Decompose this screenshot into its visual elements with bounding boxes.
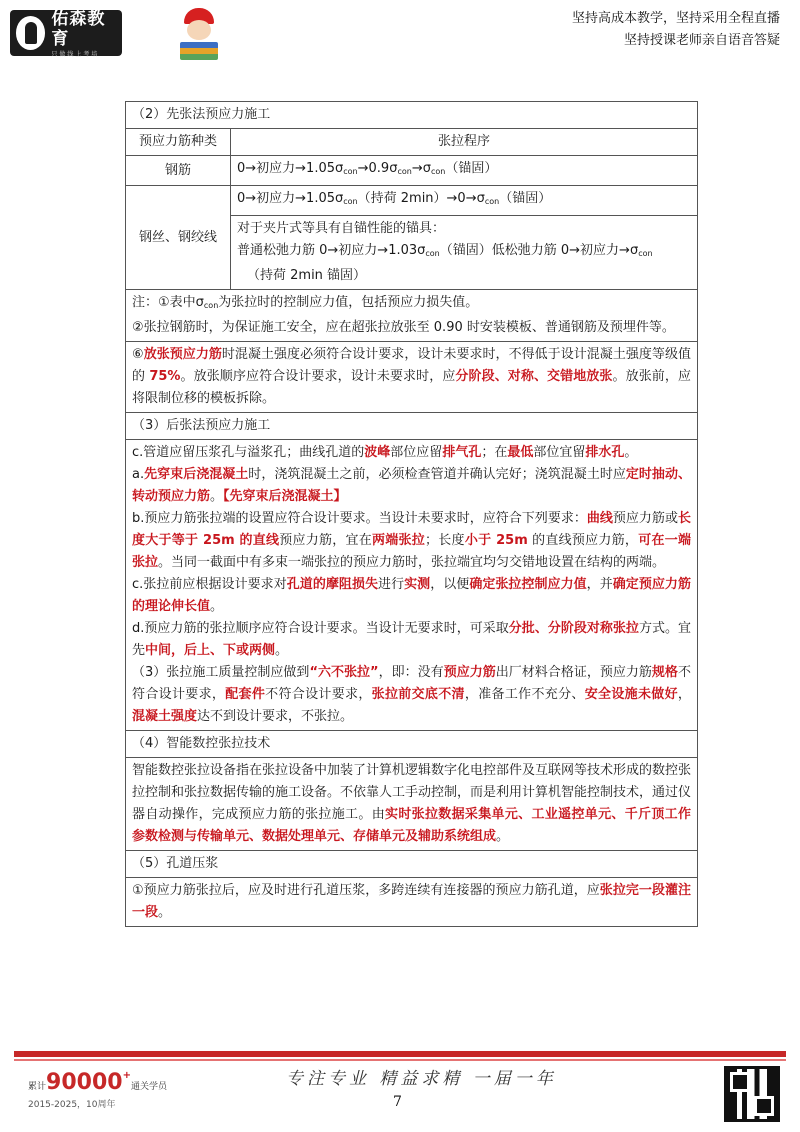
column-header-tendon-type: 预应力筋种类 [126,129,231,156]
qr-code-icon [724,1066,780,1122]
item-duct-holes: c.管道应留压浆孔与溢浆孔；曲线孔道的波峰部位应留排气孔；在最低部位宜留排水孔。 [132,445,638,460]
procedure-steel-bar: 0→初应力$\to 1.05\sigma_{con}\to 0.9\sigma_{con}\to\sigma_{con}$（锚固） [231,156,698,186]
item-threading: a.先穿束后浇混凝土时，浇筑混凝土之前，必须检查管道并确认完好；浇筑混凝土时应定时抽动、转动预应力筋。【先穿束后浇混凝土】 [132,467,691,504]
posttension-body [126,440,698,731]
item-friction-test: c.张拉前应根据设计要求对孔道的摩阻损失进行实测，以便确定张拉控制应力值，并确定预应力筋的理论伸长值。 [132,577,691,614]
section-title-posttension: （3）后张法预应力施工 [126,413,698,440]
paragraph-release: ⑥放张预应力筋时混凝土强度必须符合设计要求，设计未要求时，不得低于设计混凝土强度等级值的 75%。放张顺序应符合设计要求，设计未要求时，应分阶段、对称、交错地放张。放张前，应将限制位移的模板拆除。 [126,342,698,413]
paragraph-grouting: ①预应力筋张拉后，应及时进行孔道压浆，多跨连续有连接器的预应力筋孔道，应张拉完一段灌注一段。 [126,878,698,927]
section-title-smart-tension: （4）智能数控张拉技术 [126,731,698,758]
mascot-icon [178,8,220,62]
signature-motto: 专注专业 精益求精 一届一年 [286,1069,557,1089]
column-header-procedure: 张拉程序 [231,129,698,156]
page-number: 7 [393,1094,402,1110]
paragraph-smart-tension: 智能数控张拉设备指在张拉设备中加装了计算机逻辑数字化电控部件及互联网等技术形成的数控张拉控制和张拉数据传输的施工设备。不依靠人工手动控制，而是利用计算机智能控制技术，通过仪器自动操作，完成预应力筋的张拉施工。由实时张拉数据采集单元、工业遥控单元、千斤顶工作参数检测与传输单元、数据处理单元、存储单元及辅助系统组成。 [126,758,698,851]
slogan-line-1: 坚持高成本教学，坚持采用全程直播 [571,11,780,26]
item-tension-ends: b.预应力筋张拉端的设置应符合设计要求。当设计未要求时，应符合下列要求：曲线预应力筋或长度大于等于 25m 的直线预应力筋，宜在两端张拉；长度小于 25m 的直线预应力筋，可在一端张拉。当同一截面中有多束一端张拉的预应力筋时，张拉端宜均匀交错地设置在结构的两端。 [132,511,691,570]
student-stats: 累计90000+通关学员 2015-2025，10周年 [28,1070,167,1110]
item-tension-order: d.预应力筋的张拉顺序应符合设计要求。当设计无要求时，可采取分批、分阶段对称张拉方式。宜先中间，后上、下或两侧。 [132,621,691,658]
brand-name: 佑森教育 [51,8,106,49]
tendon-type-steel-bar: 钢筋 [126,156,231,186]
brand-mark-icon [16,16,45,50]
table-notes: 注：①表中$\sigma_{con}$为张拉时的控制应力值，包括预应力损失值。 ②张拉钢筋时，为保证施工安全，应在超张拉放张至 0.90 时安装模板、普通钢筋及预埋件等。 [126,290,698,342]
content-table [125,101,698,927]
page-header [0,0,800,72]
footer-divider-thin [14,1059,786,1061]
item-six-no-tension: （3）张拉施工质量控制应做到“六不张拉”，即：没有预应力筋出厂材料合格证，预应力筋规格不符合设计要求，配套件不符合设计要求，张拉前交底不清，准备工作不充分、安全设施未做好，混凝土强度达不到设计要求，不张拉。 [132,665,691,724]
brand-subtitle: 只做线上考培 [51,50,100,58]
stats-number: 90000 [46,1070,123,1095]
anniversary-years: 2015-2025，10周年 [28,1100,116,1110]
slogan [572,8,780,52]
procedure-wire-strand: 0→初应力$\to 1.05\sigma_{con}$（持荷 $2\min)\to 0\to\sigma_{con}$（锚固） [231,186,698,216]
procedure-self-anchor-note: 对于夹片式等具有自锚性能的锚具： 普通松弛力筋 0→初应力$\to 1.03\sigma_{con}$（锚固）低松弛力筋 0→初应力$\to\sigma_{con}$ （持荷 2min 锚固） [231,216,698,290]
slogan-line-2: 坚持授课老师亲自语音答疑 [623,33,780,48]
section-title-grouting: （5）孔道压浆 [126,851,698,878]
tendon-type-wire-strand: 钢丝、钢绞线 [126,186,231,290]
section-title-pretension: （2）先张法预应力施工 [126,102,698,129]
brand-logo [10,10,122,56]
footer-divider [14,1051,786,1057]
